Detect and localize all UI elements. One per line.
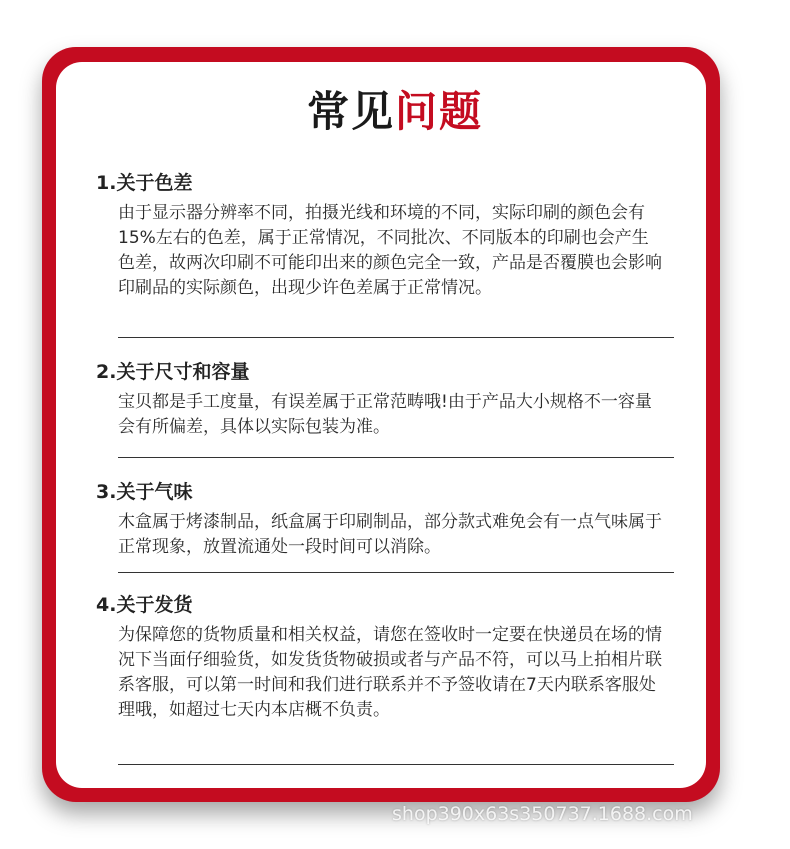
faq-section-odor [96, 480, 686, 560]
faq-heading: 1.关于色差 [96, 172, 193, 194]
section-divider [118, 457, 674, 458]
title-part-red: 问题 [395, 87, 484, 136]
faq-section-size-capacity [96, 360, 686, 440]
title-part-black: 常见 [306, 87, 395, 136]
faq-body: 木盒属于烤漆制品，纸盒属于印刷制品，部分款式难免会有一点气味属于正常现象，放置流通处一段时间可以消除。 [118, 512, 662, 557]
faq-body: 由于显示器分辨率不同，拍摄光线和环境的不同，实际印刷的颜色会有15%左右的色差，属于正常情况，不同批次、不同版本的印刷也会产生色差，故两次印刷不可能印出来的颜色完全一致，产品是否覆膜也会影响印刷品的实际颜色，出现少许色差属于正常情况。 [118, 203, 662, 298]
section-divider [118, 572, 674, 573]
faq-heading: 2.关于尺寸和容量 [96, 361, 250, 383]
faq-section-shipping [96, 593, 686, 723]
shop-watermark: shop390x63s350737.1688.com [392, 803, 693, 825]
faq-heading: 3.关于气味 [96, 481, 193, 503]
page-title [0, 84, 790, 140]
section-divider [118, 764, 674, 765]
faq-heading: 4.关于发货 [96, 594, 193, 616]
faq-body: 为保障您的货物质量和相关权益，请您在签收时一定要在快递员在场的情况下当面仔细验货，如发货货物破损或者与产品不符，可以马上拍相片联系客服，可以第一时间和我们进行联系并不予签收请在7天内联系客服处理哦，如超过七天内本店概不负责。 [118, 625, 662, 720]
section-divider [118, 337, 674, 338]
faq-body: 宝贝都是手工度量，有误差属于正常范畴哦!由于产品大小规格不一容量会有所偏差，具体以实际包装为准。 [118, 392, 652, 437]
faq-section-color-difference [96, 171, 686, 301]
